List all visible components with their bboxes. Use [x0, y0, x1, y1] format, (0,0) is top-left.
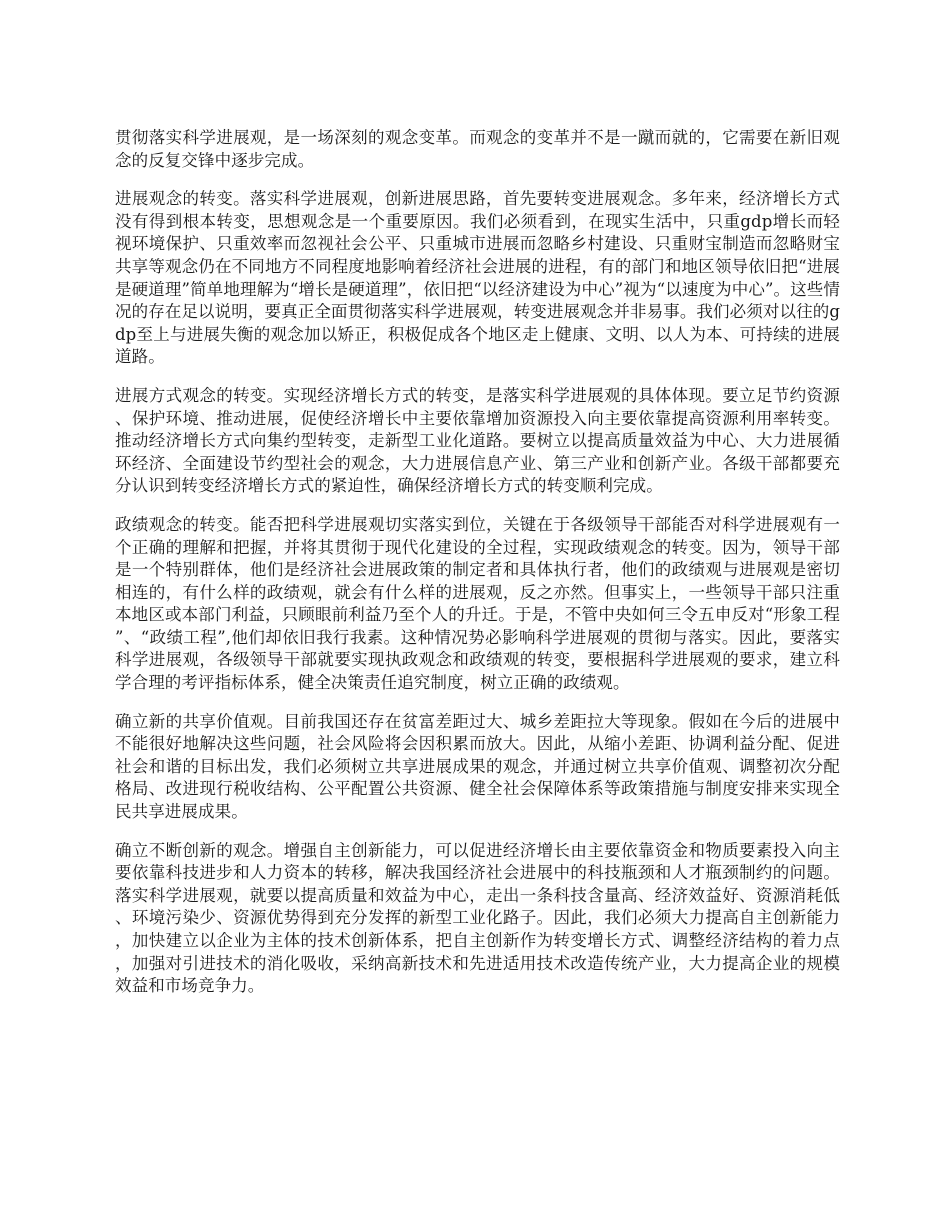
- paragraph-performance-concept: 政绩观念的转变。能否把科学进展观切实落实到位，关键在于各级领导干部能否对科学进展观有一个正确的理解和把握，并将其贯彻于现代化建设的全过程，实现政绩观念的转变。因为，领导干部是一个特别群体，他们是经济社会进展政策的制定者和具体执行者，他们的政绩观与进展观是密切相连的，有什么样的政绩观，就会有什么样的进展观，反之亦然。但事实上，一些领导干部只注重本地区或本部门利益，只顾眼前利益乃至个人的升迁。于是，不管中央如何三令五申反对“形象工程”、“政绩工程”,他们却依旧我行我素。这种情况势必影响科学进展观的贯彻与落实。因此，要落实科学进展观，各级领导干部就要实现执政观念和政绩观的转变，要根据科学进展观的要求，建立科学合理的考评指标体系，健全决策责任追究制度，树立正确的政绩观。: [115, 514, 840, 693]
- paragraph-intro: 贯彻落实科学进展观，是一场深刻的观念变革。而观念的变革并不是一蹴而就的，它需要在新旧观念的反复交锋中逐步完成。: [115, 128, 840, 170]
- paragraph-innovation-concept: 确立不断创新的观念。增强自主创新能力，可以促进经济增长由主要依靠资金和物质要素投入向主要依靠科技进步和人力资本的转移，解决我国经济社会进展中的科技瓶颈和人才瓶颈制约的问题。落实科学进展观，就要以提高质量和效益为中心，走出一条科技含量高、经济效益好、资源消耗低、环境污染少、资源优势得到充分发挥的新型工业化路子。因此，我们必须大力提高自主创新能力，加快建立以企业为主体的技术创新体系，把自主创新作为转变增长方式、调整经济结构的着力点，加强对引进技术的消化吸收，采纳高新技术和先进适用技术改造传统产业，大力提高企业的规模效益和市场竞争力。: [115, 840, 840, 996]
- paragraph-shared-values: 确立新的共享价值观。目前我国还存在贫富差距过大、城乡差距拉大等现象。假如在今后的进展中不能很好地解决这些问题，社会风险将会因积累而放大。因此，从缩小差距、协调利益分配、促进社会和谐的目标出发，我们必须树立共享进展成果的观念，并通过树立共享价值观、调整初次分配格局、改进现行税收结构、公平配置公共资源、健全社会保障体系等政策措施与制度安排来实现全民共享进展成果。: [115, 711, 840, 822]
- document-body: [115, 127, 840, 1014]
- paragraph-development-mode: 进展方式观念的转变。实现经济增长方式的转变，是落实科学进展观的具体体现。要立足节约资源、保护环境、推动进展，促使经济增长中主要依靠增加资源投入向主要依靠提高资源利用率转变。推动经济增长方式向集约型转变，走新型工业化道路。要树立以提高质量效益为中心、大力进展循环经济、全面建设节约型社会的观念，大力进展信息产业、第三产业和创新产业。各级干部都要充分认识到转变经济增长方式的紧迫性，确保经济增长方式的转变顺利完成。: [115, 385, 840, 496]
- paragraph-development-concept: 进展观念的转变。落实科学进展观，创新进展思路，首先要转变进展观念。多年来，经济增长方式没有得到根本转变，思想观念是一个重要原因。我们必须看到，在现实生活中，只重gdp增长而轻视环境保护、只重效率而忽视社会公平、只重城市进展而忽略乡村建设、只重财宝制造而忽略财宝共享等观念仍在不同地方不同程度地影响着经济社会进展的进程，有的部门和地区领导依旧把“进展是硬道理”简单地理解为“增长是硬道理”，依旧把“以经济建设为中心”视为“以速度为中心”。这些情况的存在足以说明，要真正全面贯彻落实科学进展观，转变进展观念并非易事。我们必须对以往的gdp至上与进展失衡的观念加以矫正，积极促成各个地区走上健康、文明、以人为本、可持续的进展道路。: [115, 189, 840, 367]
